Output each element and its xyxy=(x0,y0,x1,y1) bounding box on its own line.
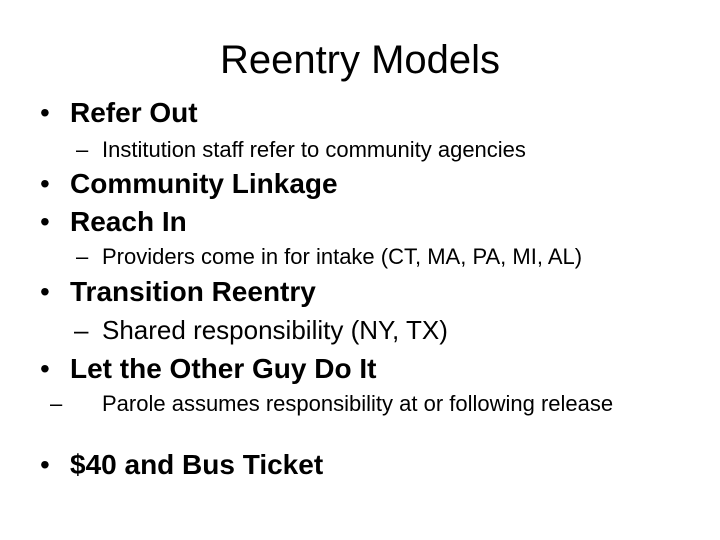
bullet-text: Reach In xyxy=(70,206,187,237)
sub-bullet-item xyxy=(76,244,582,270)
dash-glyph: – xyxy=(50,391,63,416)
dash-glyph: – xyxy=(76,244,89,269)
bullet-item xyxy=(40,352,376,386)
dash-glyph: – xyxy=(74,315,89,345)
dash-glyph: – xyxy=(76,137,89,162)
slide-title: Reentry Models xyxy=(219,38,501,82)
sub-bullet-item xyxy=(74,314,448,346)
bullet-glyph: • xyxy=(40,353,50,384)
bullet-text: Community Linkage xyxy=(70,168,338,199)
bullet-item xyxy=(40,96,198,130)
bullet-text: $40 and Bus Ticket xyxy=(70,449,324,480)
sub-bullet-text: Providers come in for intake (CT, MA, PA, MI, AL) xyxy=(102,244,583,269)
bullet-text: Refer Out xyxy=(70,97,198,128)
bullet-glyph: • xyxy=(40,206,50,237)
bullet-text: Let the Other Guy Do It xyxy=(70,353,377,384)
bullet-text: Transition Reentry xyxy=(70,276,316,307)
bullet-item xyxy=(40,167,338,201)
bullet-item xyxy=(40,275,316,309)
sub-bullet-text: Parole assumes responsibility at or following release xyxy=(102,391,614,416)
bullet-glyph: • xyxy=(40,168,50,199)
sub-bullet-item xyxy=(50,391,662,416)
bullet-item xyxy=(40,205,187,239)
sub-bullet-text: Institution staff refer to community agencies xyxy=(102,137,526,162)
sub-bullet-text: Shared responsibility (NY, TX) xyxy=(102,315,448,345)
bullet-glyph: • xyxy=(40,276,50,307)
bullet-item xyxy=(40,448,323,482)
sub-bullet-item xyxy=(76,137,526,163)
bullet-glyph: • xyxy=(40,449,50,480)
bullet-glyph: • xyxy=(40,97,50,128)
